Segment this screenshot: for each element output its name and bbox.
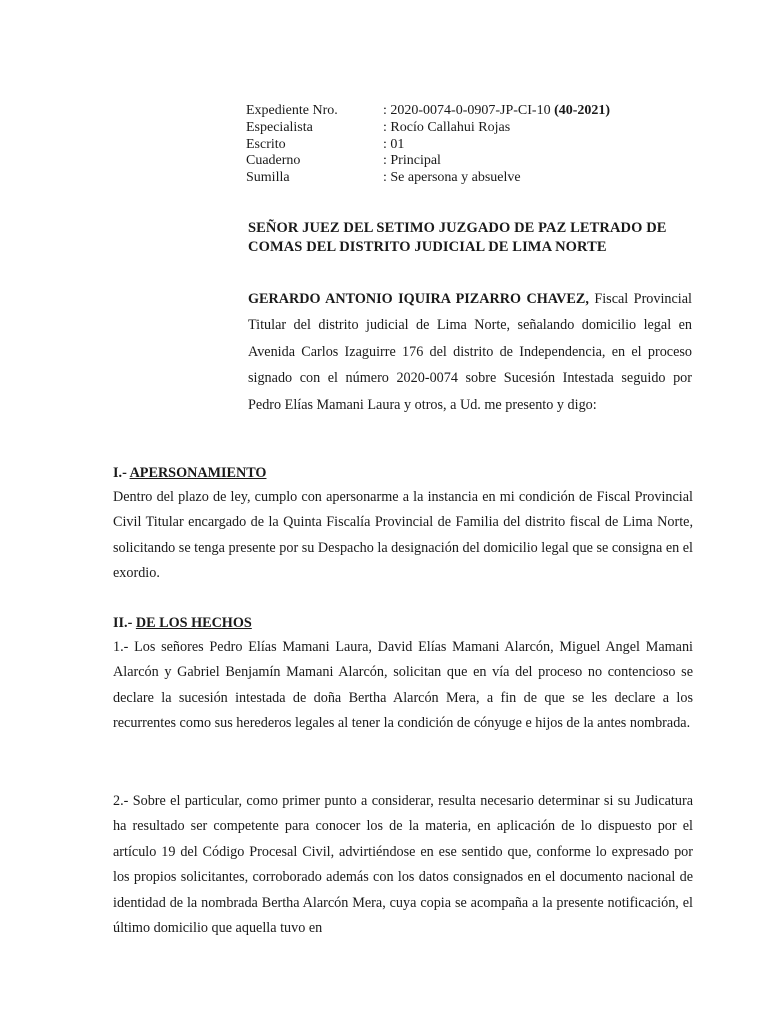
section-apersonamiento	[113, 463, 693, 587]
section-hechos-continued	[113, 789, 693, 941]
section-title: DE LOS HECHOS	[135, 615, 252, 631]
judge-addressee: SEÑOR JUEZ DEL SETIMO JUZGADO DE PAZ LETRADO DE COMAS DEL DISTRITO JUDICIAL DE LIMA NORTE	[248, 220, 667, 255]
metadata-label: Cuaderno	[246, 153, 301, 169]
metadata-row-escrito	[246, 137, 610, 154]
metadata-value: : Se apersona y absuelve	[383, 170, 521, 186]
section-hechos	[113, 613, 693, 737]
metadata-label: Especialista	[246, 119, 313, 135]
metadata-row-especialista	[246, 120, 610, 137]
expediente-number: : 2020-0074-0-0907-JP-CI-10	[383, 103, 551, 118]
facts-paragraph-1: 1.- Los señores Pedro Elías Mamani Laura, David Elías Mamani Alarcón, Miguel Angel Mamani Alarcón y Gabriel Benjamín Mamani Alarcón, solicitan que en vía del proceso no contencioso se declare la sucesión intestada de doña Bertha Alarcón Mera, a fin de que se les declare a los recurrentes como sus herederos legales al tener la condición de cónyuge e hijos de la antes nombrada.	[113, 639, 693, 732]
metadata-value: : Rocío Callahui Rojas	[383, 119, 511, 135]
metadata-value: : Principal	[383, 153, 441, 169]
section-title: APERSONAMIENTO	[129, 465, 267, 481]
section-number: II.-	[113, 615, 136, 631]
facts-paragraph-2: 2.- Sobre el particular, como primer punto a considerar, resulta necesario determinar si su Judicatura ha resultado ser competente para conocer los de la materia, en aplicación de lo dispuesto por el artículo 19 del Código Procesal Civil, advirtiéndose en ese sentido que, conforme lo expresado por los propios solicitantes, corroborado además con los datos consignados en el documento nacional de identidad de la nombrada Bertha Alarcón Mera, cuya copia se acompaña a la presente notificación, el último domicilio que aquella tuvo en	[113, 793, 693, 937]
metadata-label: Sumilla	[246, 170, 290, 186]
metadata-label: Expediente Nro.	[246, 103, 338, 118]
expediente-year: (40-2021)	[554, 103, 611, 118]
case-metadata	[246, 103, 610, 187]
metadata-value	[383, 103, 610, 120]
metadata-row-sumilla	[246, 170, 610, 187]
intro-text: Fiscal Provincial Titular del distrito judicial de Lima Norte, señalando domicilio legal en Avenida Carlos Izaguirre 176 del distrito de Independencia, en el proceso signado con el número 2020-0074 sobre Sucesión Intestada seguido por Pedro Elías Mamani Laura y otros, a Ud. me presento y digo:	[248, 291, 692, 413]
section-number: I.-	[113, 465, 130, 481]
intro-paragraph	[248, 286, 692, 418]
section-paragraph: Dentro del plazo de ley, cumplo con apersonarme a la instancia en mi condición de Fiscal Provincial Civil Titular encargado de la Quinta Fiscalía Provincial de Familia del distrito fiscal de Lima Norte, solicitando se tenga presente por su Despacho la designación del domicilio legal que se consigna en el exordio.	[113, 489, 693, 582]
metadata-row-expediente	[246, 103, 610, 120]
metadata-label: Escrito	[246, 136, 286, 152]
section-heading	[113, 613, 693, 633]
petitioner-name: GERARDO ANTONIO IQUIRA PIZARRO CHAVEZ,	[248, 291, 589, 307]
metadata-row-cuaderno	[246, 153, 610, 170]
section-heading	[113, 463, 693, 483]
metadata-value: : 01	[383, 136, 405, 152]
